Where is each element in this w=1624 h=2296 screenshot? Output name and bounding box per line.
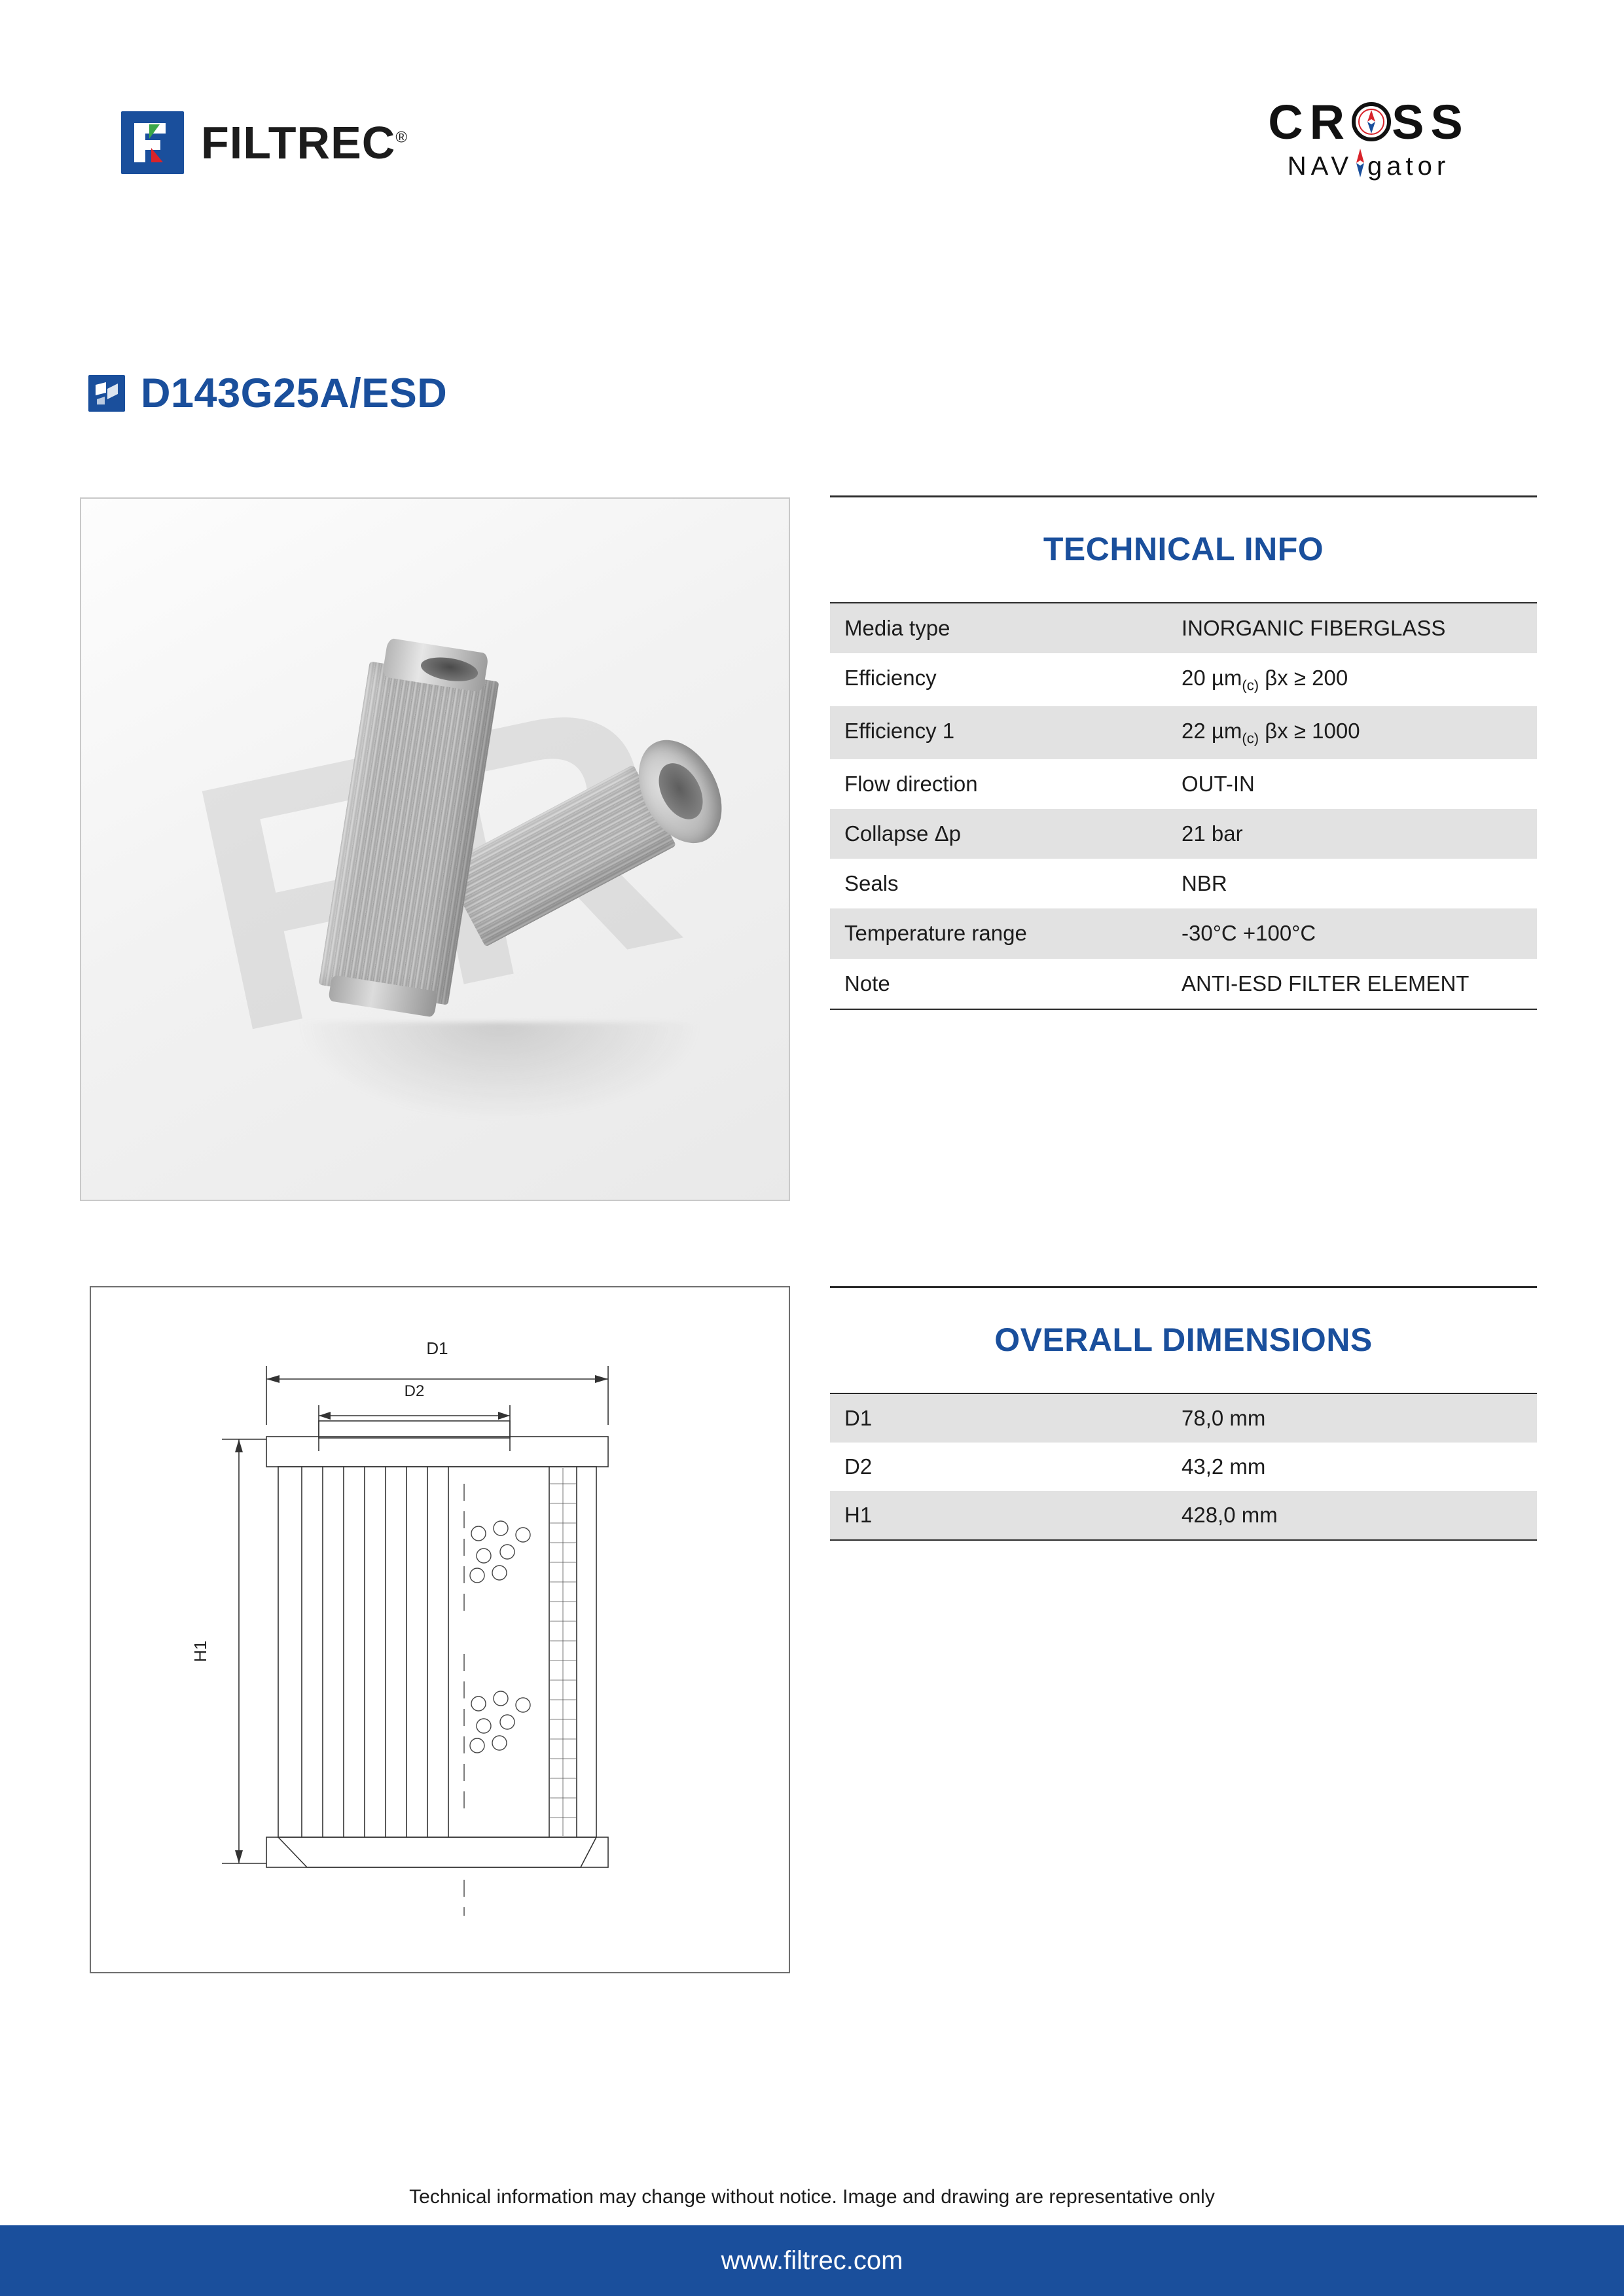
filtrec-f-logo-icon [121, 111, 184, 174]
table-row [830, 908, 1537, 958]
spec-value: ANTI-ESD FILTER ELEMENT [1167, 959, 1537, 1009]
technical-info-heading: TECHNICAL INFO [1043, 531, 1324, 567]
spec-value: -30°C +100°C [1167, 908, 1537, 958]
spec-value: OUT-IN [1182, 771, 1255, 796]
spec-value [1167, 706, 1537, 759]
table-row [830, 959, 1537, 1009]
table-row [830, 759, 1537, 809]
spec-value: 21 bar [1167, 809, 1537, 859]
brand-name-text: FILTREC [201, 117, 396, 168]
spec-key: Seals [844, 871, 899, 896]
table-row [830, 603, 1537, 653]
spec-key: Media type [830, 603, 1167, 653]
spec-value: INORGANIC FIBERGLASS [1167, 603, 1537, 653]
spec-key: Note [830, 959, 1167, 1009]
table-row [830, 859, 1537, 908]
cross-navigator-line2 [1231, 152, 1506, 181]
website-link[interactable]: www.filtrec.com [721, 2246, 903, 2275]
spec-value-sub: (c) [1242, 677, 1259, 694]
spec-key: Efficiency [844, 666, 937, 691]
spec-value [1167, 653, 1537, 706]
brand-logo [121, 111, 408, 174]
footer-bar [0, 2225, 1624, 2296]
cross-text-post: SS [1392, 95, 1470, 149]
table-row [830, 653, 1537, 706]
spec-value-tail: βx ≥ 1000 [1259, 718, 1360, 743]
nav-text-post: gator [1367, 152, 1451, 181]
nav-text-pre: NAV [1287, 152, 1354, 181]
spec-value-main: 22 µm [1182, 718, 1242, 743]
drawing-label-d1: D1 [426, 1338, 448, 1358]
technical-info-table [830, 602, 1537, 1010]
photo-reflection [297, 1022, 703, 1121]
dim-value: 428,0 mm [1167, 1491, 1537, 1540]
brand-name [201, 117, 408, 169]
table-row [830, 706, 1537, 759]
spec-value-tail: βx ≥ 200 [1259, 666, 1348, 691]
drawing-label-h1: H1 [190, 1640, 210, 1662]
overall-dimensions-section [830, 1286, 1537, 1541]
overall-dimensions-heading: OVERALL DIMENSIONS [994, 1321, 1373, 1358]
page-title-text: D143G25A/ESD [141, 370, 448, 416]
product-photo [80, 497, 790, 1201]
cross-navigator-line1 [1231, 95, 1506, 149]
spec-value: NBR [1182, 871, 1227, 896]
filter-element-badge-icon [88, 375, 125, 412]
page-header [0, 0, 1624, 275]
footer-disclaimer: Technical information may change without notice. Image and drawing are representative only [409, 2186, 1215, 2208]
section-divider [830, 495, 1537, 497]
table-row [830, 1443, 1537, 1491]
spec-key: Collapse Δp [830, 809, 1167, 859]
section-divider [830, 1286, 1537, 1288]
brand-registered-mark: ® [395, 128, 408, 147]
cross-text-pre: CR [1268, 95, 1352, 149]
table-row [830, 809, 1537, 859]
dim-value: 78,0 mm [1167, 1393, 1537, 1443]
table-row [830, 1393, 1537, 1443]
technical-info-section [830, 495, 1537, 1010]
spec-value-main: 20 µm [1182, 666, 1242, 691]
drawing-label-d2: D2 [404, 1382, 425, 1400]
spec-key: Temperature range [830, 908, 1167, 958]
dim-key: D1 [830, 1393, 1167, 1443]
cross-navigator-logo [1231, 95, 1506, 181]
dim-key: D2 [844, 1454, 873, 1479]
dim-value: 43,2 mm [1182, 1454, 1266, 1479]
dim-key: H1 [830, 1491, 1167, 1540]
technical-drawing [90, 1286, 790, 1973]
spec-key: Efficiency 1 [830, 706, 1167, 759]
spec-value-sub: (c) [1242, 730, 1259, 747]
overall-dimensions-table [830, 1393, 1537, 1541]
table-row [830, 1491, 1537, 1540]
spec-key: Flow direction [844, 771, 978, 796]
page-title [88, 370, 447, 417]
technical-drawing-svg [91, 1287, 789, 1972]
